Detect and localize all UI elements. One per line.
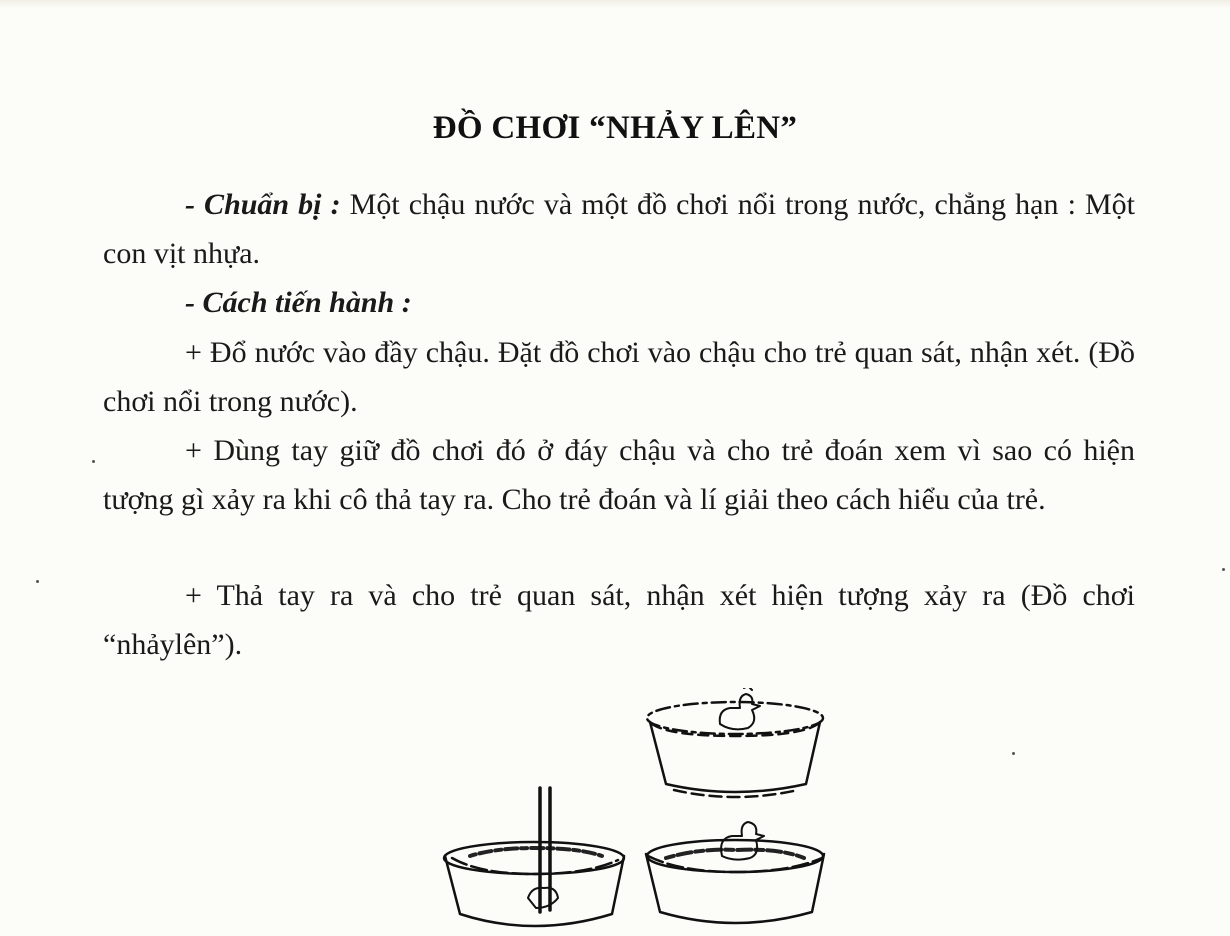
scan-speck xyxy=(1222,568,1225,571)
scan-speck xyxy=(92,460,95,463)
step-text: + Dùng tay giữ đồ chơi đó ở đáy chậu và cho trẻ đoán xem vì sao có hiện tượng gì xảy ra khi cô thả tay ra. Cho trẻ đoán và lí giải theo cách hiểu của trẻ. xyxy=(103,434,1135,516)
scan-speck xyxy=(1012,752,1015,755)
basin-duck-experiment-icon xyxy=(440,688,840,936)
floating-duck-basin-icon xyxy=(647,688,823,797)
section-preparation xyxy=(103,180,1135,278)
page-title: ĐỒ CHƠI “NHẢY LÊN” xyxy=(432,110,798,146)
scan-speck xyxy=(36,580,39,583)
page-top-edge xyxy=(0,0,1230,8)
section-procedure xyxy=(103,278,1135,327)
step-item xyxy=(103,328,1135,426)
held-duck-basin-icon xyxy=(444,788,624,926)
step-item xyxy=(103,571,1135,669)
step-item xyxy=(103,426,1135,524)
section-label: - Cách tiến hành : xyxy=(185,286,412,319)
section-text: Một chậu nước và một đồ chơi nổi trong nước, chẳng hạn : Một con vịt nhựa. xyxy=(103,188,1135,270)
section-label: - Chuẩn bị : xyxy=(185,188,341,221)
step-text: + Thả tay ra và cho trẻ quan sát, nhận xét hiện tượng xảy ra (Đồ chơi “nhảylên”). xyxy=(103,579,1135,661)
step-text: + Đổ nước vào đầy chậu. Đặt đồ chơi vào chậu cho trẻ quan sát, nhận xét. (Đồ chơi nổi trong nước). xyxy=(103,336,1135,418)
rising-duck-basin-icon xyxy=(646,822,824,923)
